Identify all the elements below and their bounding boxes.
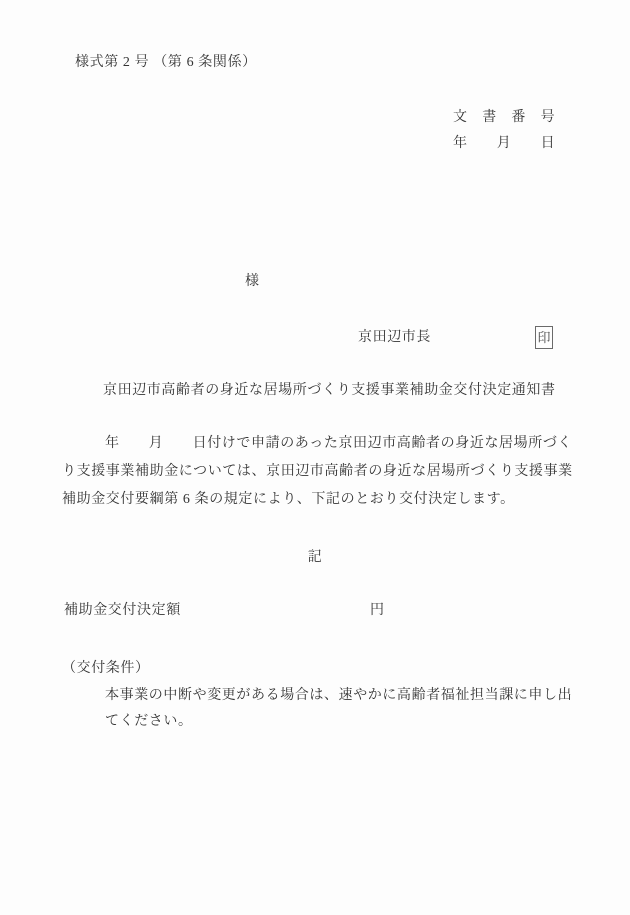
seal-stamp-box (535, 326, 553, 349)
conditions-heading: （交付条件） (62, 661, 150, 676)
grant-amount-label: 補助金交付決定額 (64, 603, 181, 618)
document-title: 京田辺市高齢者の身近な居場所づくり支援事業補助金交付決定通知書 (103, 383, 556, 398)
body-paragraph-line-3: 補助金交付要綱第 6 条の規定により、下記のとおり交付決定します。 (62, 492, 515, 507)
date-placeholder: 年 月 日 (453, 136, 556, 151)
body-paragraph-line-2: り支援事業補助金については、京田辺市高齢者の身近な居場所づくり支援事業 (62, 464, 573, 479)
document-number-placeholder: 文 書 番 号 (453, 110, 556, 125)
body-paragraph-line-1: 年 月 日付けで申請のあった京田辺市高齢者の身近な居場所づく (105, 436, 573, 451)
addressee-suffix: 様 (245, 274, 260, 289)
grant-amount-unit: 円 (370, 603, 385, 618)
seal-character: 印 (537, 330, 551, 345)
record-marker: 記 (307, 550, 323, 565)
conditions-line-2: てください。 (105, 714, 193, 729)
conditions-line-1: 本事業の中断や変更がある場合は、速やかに高齢者福祉担当課に申し出 (105, 688, 573, 703)
sender-name: 京田辺市長 (358, 330, 431, 345)
form-number: 様式第 2 号 （第 6 条関係） (75, 55, 257, 70)
